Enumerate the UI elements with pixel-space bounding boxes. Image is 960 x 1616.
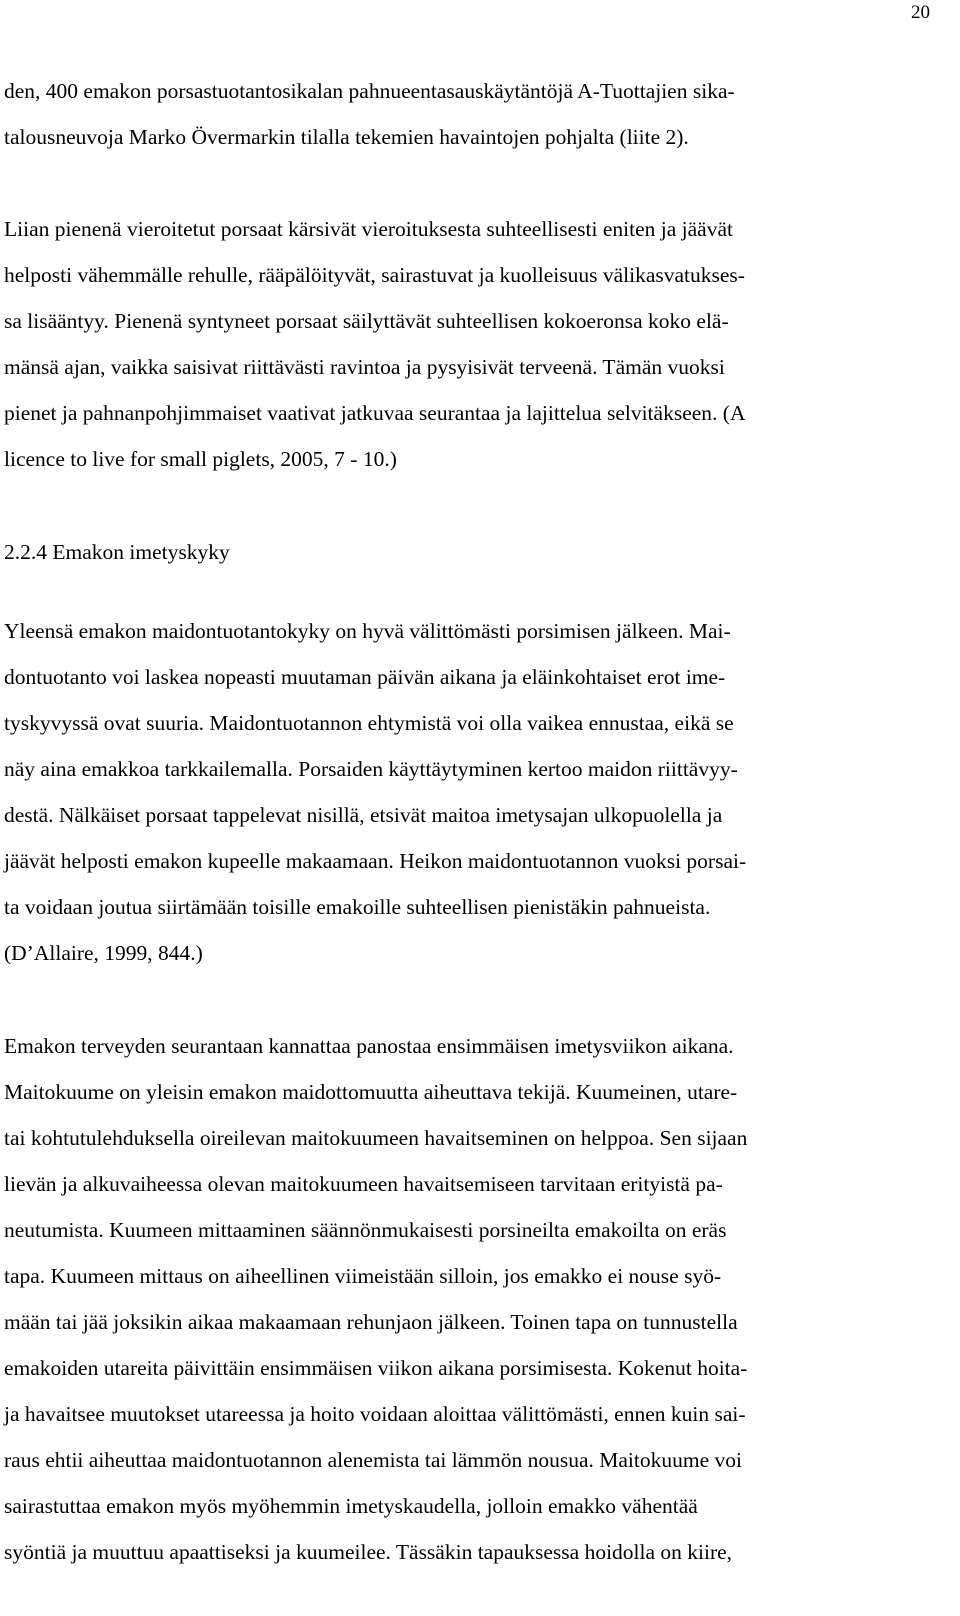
- paragraph-1-line: den, 400 emakon porsastuotantosikalan pahnueentasauskäytäntöjä A-Tuottajien sika-: [4, 79, 735, 103]
- paragraph-4-line: emakoiden utareita päivittäin ensimmäisen viikon aikana porsimisesta. Kokenut hoita-: [4, 1356, 748, 1380]
- paragraph-4-line: neutumista. Kuumeen mittaaminen säännönmukaisesti porsineilta emakoilta on eräs: [4, 1218, 727, 1242]
- paragraph-2-line: Liian pienenä vieroitetut porsaat kärsivät vieroituksesta suhteellisesti eniten ja jäävät: [4, 217, 733, 241]
- page-number: 20: [911, 2, 930, 23]
- paragraph-2-line: helposti vähemmälle rehulle, rääpälöityvät, sairastuvat ja kuolleisuus välikasvatukses-: [4, 263, 745, 287]
- paragraph-3-line: destä. Nälkäiset porsaat tappelevat nisillä, etsivät maitoa imetysajan ulkopuolella ja: [4, 803, 723, 827]
- paragraph-4-line: syöntiä ja muuttuu apaattiseksi ja kuumeilee. Tässäkin tapauksessa hoidolla on kiire,: [4, 1540, 733, 1564]
- paragraph-2-line: sa lisääntyy. Pienenä syntyneet porsaat säilyttävät suhteellisen kokoeronsa koko elä-: [4, 309, 729, 333]
- paragraph-3-line: jäävät helposti emakon kupeelle makaamaan. Heikon maidontuotannon vuoksi porsai-: [4, 849, 747, 873]
- paragraph-4-line: Maitokuume on yleisin emakon maidottomuutta aiheuttava tekijä. Kuumeinen, utare-: [4, 1080, 738, 1104]
- paragraph-4-line: tapa. Kuumeen mittaus on aiheellinen viimeistään silloin, jos emakko ei nouse syö-: [4, 1264, 722, 1288]
- paragraph-2-line: licence to live for small piglets, 2005, 7 - 10.): [4, 447, 397, 471]
- paragraph-1-line: talousneuvoja Marko Övermarkin tilalla tekemien havaintojen pohjalta (liite 2).: [4, 125, 689, 149]
- paragraph-3-line: tyskyvyssä ovat suuria. Maidontuotannon ehtymistä voi olla vaikea ennustaa, eikä se: [4, 711, 734, 735]
- paragraph-3-line: dontuotanto voi laskea nopeasti muutaman päivän aikana ja eläinkohtaiset erot ime-: [4, 665, 726, 689]
- paragraph-3-line: Yleensä emakon maidontuotantokyky on hyvä välittömästi porsimisen jälkeen. Mai-: [4, 619, 731, 643]
- paragraph-2-line: pienet ja pahnanpohjimmaiset vaativat jatkuvaa seurantaa ja lajittelua selvitäkseen. (A: [4, 401, 746, 425]
- paragraph-3-line: ta voidaan joutua siirtämään toisille emakoille suhteellisen pienistäkin pahnueista.: [4, 895, 711, 919]
- paragraph-3-line: näy aina emakkoa tarkkailemalla. Porsaiden käyttäytyminen kertoo maidon riittävyy-: [4, 757, 738, 781]
- paragraph-4-line: raus ehtii aiheuttaa maidontuotannon alenemista tai lämmön nousua. Maitokuume voi: [4, 1448, 742, 1472]
- paragraph-4-line: Emakon terveyden seurantaan kannattaa panostaa ensimmäisen imetysviikon aikana.: [4, 1034, 734, 1058]
- paragraph-2-line: mänsä ajan, vaikka saisivat riittävästi ravintoa ja pysyisivät terveenä. Tämän vuoksi: [4, 355, 725, 379]
- paragraph-4-line: lievän ja alkuvaiheessa olevan maitokuumeen havaitsemiseen tarvitaan erityistä pa-: [4, 1172, 723, 1196]
- paragraph-4-line: tai kohtutulehduksella oireilevan maitokuumeen havaitseminen on helppoa. Sen sijaan: [4, 1126, 748, 1150]
- paragraph-4-line: sairastuttaa emakon myös myöhemmin imetyskaudella, jolloin emakko vähentää: [4, 1494, 698, 1518]
- paragraph-4-line: ja havaitsee muutokset utareessa ja hoito voidaan aloittaa välittömästi, ennen kuin sai-: [4, 1402, 746, 1426]
- paragraph-3-line: (D’Allaire, 1999, 844.): [4, 941, 203, 965]
- paragraph-4-line: mään tai jää joksikin aikaa makaamaan rehunjaon jälkeen. Toinen tapa on tunnustella: [4, 1310, 738, 1334]
- section-heading: 2.2.4 Emakon imetyskyky: [4, 540, 230, 564]
